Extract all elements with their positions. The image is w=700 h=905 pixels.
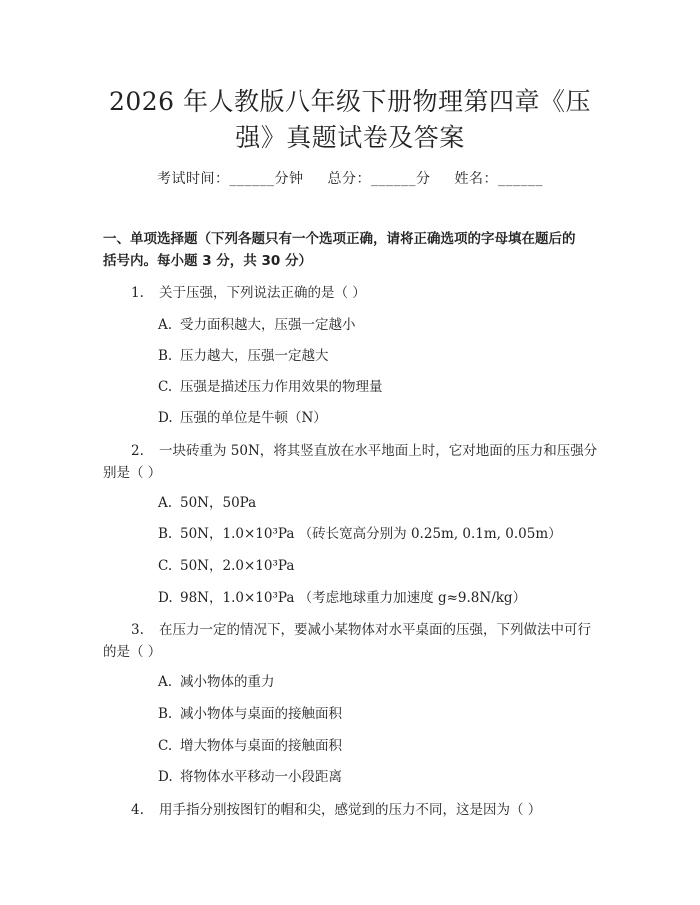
option-letter: C. (158, 558, 173, 574)
option-1b (158, 345, 608, 367)
option-letter: A. (158, 495, 173, 511)
option-2a (158, 492, 608, 514)
question-1 (103, 282, 603, 304)
option-2c (158, 555, 608, 577)
option-text: 50N，1.0×10³Pa （砖长宽高分别为 0.25m, 0.1m, 0.05m） (180, 526, 562, 542)
option-text: 压力越大，压强一定越大 (180, 348, 329, 364)
exam-score: 总分：______分 (327, 171, 431, 187)
option-3d (158, 766, 608, 788)
option-text: 98N，1.0×10³Pa （考虑地球重力加速度 g≈9.8N/kg） (180, 590, 527, 606)
option-text: 增大物体与桌面的接触面积 (180, 738, 342, 754)
question-number: 1. (131, 285, 144, 301)
question-3 (103, 619, 603, 641)
option-letter: D. (158, 590, 173, 606)
option-letter: D. (158, 769, 173, 785)
option-text: 减小物体与桌面的接触面积 (180, 706, 342, 722)
option-letter: B. (158, 706, 173, 722)
question-text: 在压力一定的情况下，要减小某物体对水平桌面的压强，下列做法中可行 (159, 622, 591, 638)
exam-title-line-2: 强》真题试卷及答案 (235, 123, 465, 152)
question-text: 关于压强，下列说法正确的是（ ） (159, 285, 366, 301)
option-text: 压强是描述压力作用效果的物理量 (180, 379, 383, 395)
student-name: 姓名：______ (454, 171, 543, 187)
option-text: 将物体水平移动一小段距离 (180, 769, 342, 785)
exam-meta (0, 168, 700, 188)
question-4 (103, 799, 603, 821)
option-2b (158, 523, 608, 545)
question-text: 用手指分别按图钉的帽和尖，感觉到的压力不同，这是因为（ ） (159, 802, 542, 818)
exam-time: 考试时间：______分钟 (157, 171, 304, 187)
question-3-continued: 的是（ ） (103, 644, 162, 660)
option-letter: D. (158, 410, 173, 426)
option-1d (158, 407, 608, 429)
option-letter: A. (158, 674, 173, 690)
exam-title-line-1: 2026 年人教版八年级下册物理第四章《压 (108, 87, 592, 116)
question-number: 2. (131, 443, 144, 459)
question-2-continued: 别是（ ） (103, 465, 162, 481)
option-letter: C. (158, 738, 173, 754)
option-1a (158, 314, 608, 336)
option-letter: C. (158, 379, 173, 395)
option-text: 受力面积越大，压强一定越小 (180, 317, 356, 333)
option-letter: B. (158, 526, 173, 542)
question-2 (103, 440, 603, 462)
option-2d (158, 587, 608, 609)
section-heading-line-1: 一、单项选择题（下列各题只有一个选项正确，请将正确选项的字母填在题后的 (103, 231, 576, 247)
option-text: 50N，50Pa (180, 495, 257, 511)
option-3b (158, 703, 608, 725)
option-text: 50N，2.0×10³Pa (180, 558, 295, 574)
question-number: 3. (131, 622, 144, 638)
option-text: 减小物体的重力 (180, 674, 275, 690)
option-3c (158, 735, 608, 757)
option-3a (158, 671, 608, 693)
option-letter: A. (158, 317, 173, 333)
section-heading-line-2: 括号内。每小题 3 分，共 30 分） (103, 253, 312, 269)
option-letter: B. (158, 348, 173, 364)
question-number: 4. (131, 802, 144, 818)
question-text: 一块砖重为 50N，将其竖直放在水平地面上时，它对地面的压力和压强分 (159, 443, 598, 459)
option-text: 压强的单位是牛顿（N） (180, 410, 327, 426)
option-1c (158, 376, 608, 398)
